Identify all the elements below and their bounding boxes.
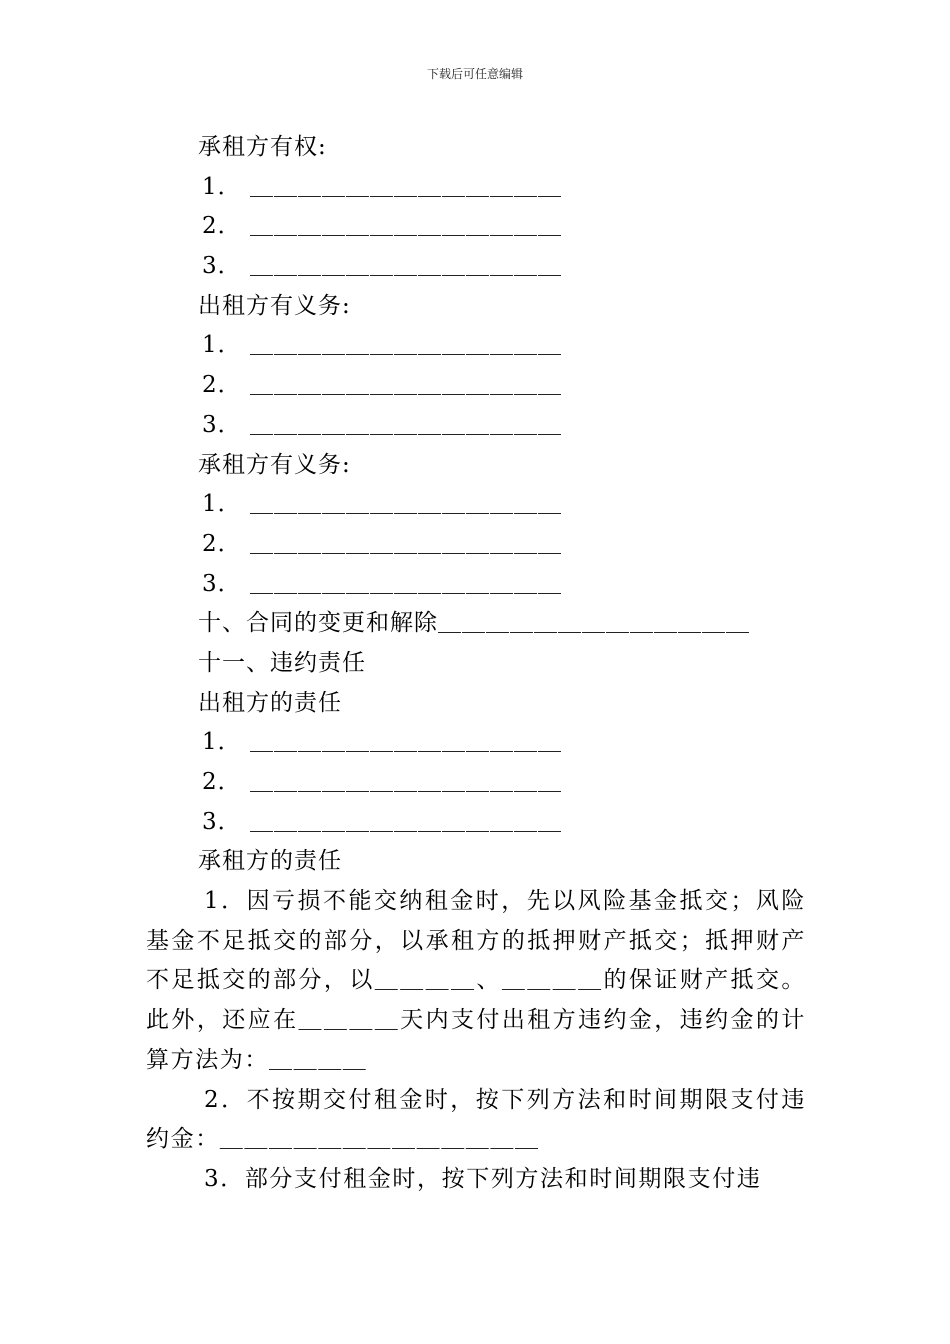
clause-item: 3． ＿＿＿＿＿＿＿＿＿＿＿＿＿	[202, 253, 562, 280]
clause-item: 2． ＿＿＿＿＿＿＿＿＿＿＿＿＿	[202, 372, 562, 399]
clause-item: 3． ＿＿＿＿＿＿＿＿＿＿＿＿＿	[202, 808, 562, 835]
clause-item: 3． ＿＿＿＿＿＿＿＿＿＿＿＿＿	[202, 411, 562, 438]
page-header: 下载后可任意编辑	[426, 67, 523, 81]
clause-paragraph: 1．因亏损不能交纳租金时，先以风险基金抵交；风险基金不足抵交的部分，以承租方的抵押财产抵交；抵押财产不足抵交的部分，以＿＿＿＿、＿＿＿＿的保证财产抵交。此外，还应在＿＿＿＿天内支付出租方违约金，违约金的计算方法为：＿＿＿＿	[146, 888, 806, 1073]
clause-item: 2． ＿＿＿＿＿＿＿＿＿＿＿＿＿	[202, 213, 562, 240]
clause-paragraph: 2．不按期交付租金时，按下列方法和时间期限支付违约金：＿＿＿＿＿＿＿＿＿＿＿＿＿	[146, 1086, 806, 1153]
section-title: 十、合同的变更和解除＿＿＿＿＿＿＿＿＿＿＿＿＿	[198, 610, 750, 637]
clause-heading: 出租方的责任	[198, 689, 342, 716]
clause-item: 1． ＿＿＿＿＿＿＿＿＿＿＿＿＿	[202, 332, 562, 359]
clause-item: 1． ＿＿＿＿＿＿＿＿＿＿＿＿＿	[202, 491, 562, 518]
clause-item: 1． ＿＿＿＿＿＿＿＿＿＿＿＿＿	[202, 173, 562, 200]
clause-item: 1． ＿＿＿＿＿＿＿＿＿＿＿＿＿	[202, 729, 562, 756]
clause-heading: 承租方的责任	[198, 848, 342, 875]
clause-heading: 出租方有义务:	[198, 292, 351, 319]
clause-item: 2． ＿＿＿＿＿＿＿＿＿＿＿＿＿	[202, 769, 562, 795]
clause-heading: 承租方有义务:	[198, 451, 351, 478]
document-body	[146, 128, 806, 1200]
clause-heading: 承租方有权:	[198, 134, 327, 160]
clause-item: 2． ＿＿＿＿＿＿＿＿＿＿＿＿＿	[202, 530, 562, 557]
clause-paragraph: 3．部分支付租金时，按下列方法和时间期限支付违	[204, 1165, 762, 1192]
section-title: 十一、违约责任	[198, 649, 366, 676]
clause-item: 3． ＿＿＿＿＿＿＿＿＿＿＿＿＿	[202, 570, 562, 597]
